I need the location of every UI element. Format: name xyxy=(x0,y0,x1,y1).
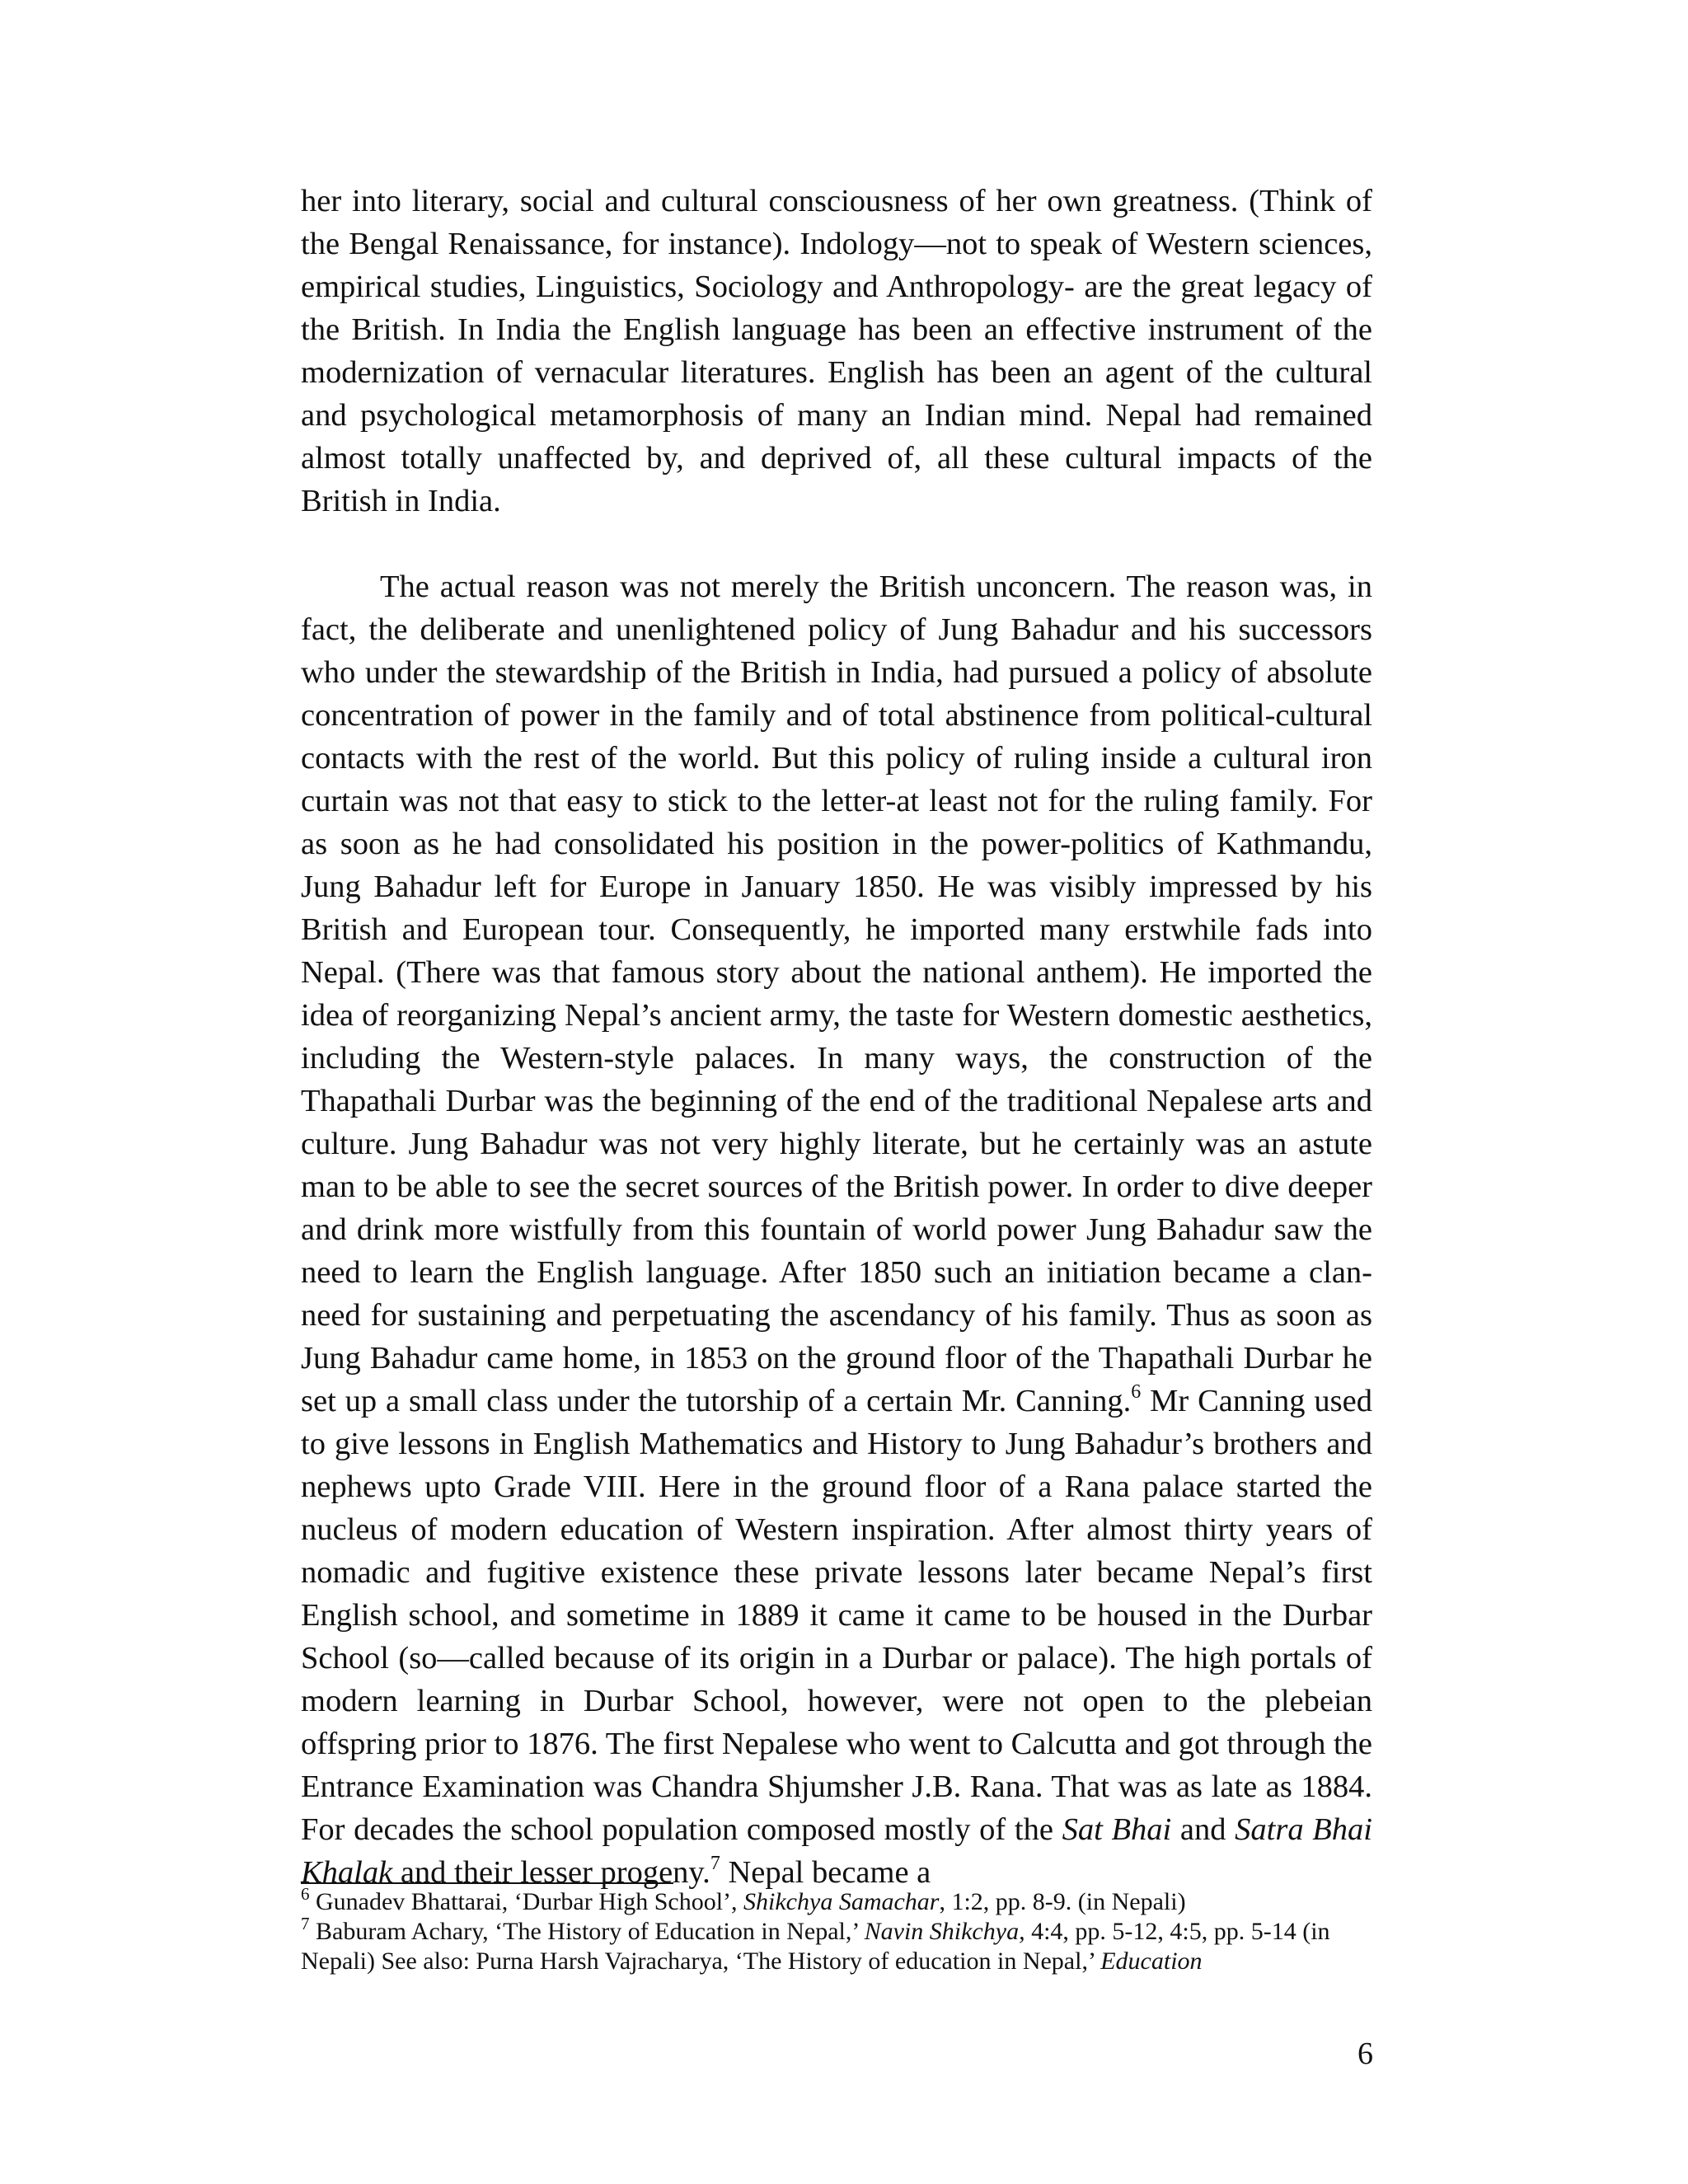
footnote-7-italic-2: Education xyxy=(1100,1947,1203,1975)
italic-satra-bhai-khalak: Satra Bhai Khalak xyxy=(301,1812,1372,1890)
footnote-6 xyxy=(301,1884,1372,1917)
footnote-7-marker: 7 xyxy=(301,1914,310,1933)
footnote-6-italic: Shikchya Samachar xyxy=(743,1888,940,1915)
footnote-ref-6[interactable]: 6 xyxy=(1131,1381,1142,1403)
footnote-7-text-b: 4:4, pp. 5-12, 4:5, pp. 5-14 (in Nepali) See also: Purna Harsh Vajracharya, ‘The History of education in Nepal,’ xyxy=(301,1918,1330,1975)
paragraph-2-text-a: The actual reason was not merely the British unconcern. The reason was, in fact, the deliberate and unenlightened policy of Jung Bahadur and his successors who under the stewardship of the British in India, had pursued a policy of absolute concentration of power in the family and of total abstinence from political-cultural contacts with the rest of the world. But this policy of ruling inside a cultural iron curtain was not that easy to stick to the letter-at least not for the ruling family. For as soon as he had consolidated his position in the power-politics of Kathmandu, Jung Bahadur left for Europe in January 1850. He was visibly impressed by his British and European tour. Consequently, he imported many erstwhile fads into Nepal. (There was that famous story about the national anthem). He imported the idea of reorganizing Nepal’s ancient army, the taste for Western domestic aesthetics, including the Western-style palaces. In many ways, the construction of the Thapathali Durbar was the beginning of the end of the traditional Nepalese arts and culture. Jung Bahadur was not very highly literate, but he certainly was an astute man to be able to see the secret sources of the British power. In order to dive deeper and drink more wistfully from this fountain of world power Jung Bahadur saw the need to learn the English language. After 1850 such an initiation became a clan-need for sustaining and perpetuating the ascendancy of his family. Thus as soon as Jung Bahadur came home, in 1853 on the ground floor of the Thapathali Durbar he set up a small class under the tutorship of a certain Mr. Canning. xyxy=(301,569,1372,1418)
footnote-7 xyxy=(301,1914,1372,1976)
footnote-separator xyxy=(301,1882,673,1884)
italic-sat-bhai: Sat Bhai xyxy=(1062,1812,1172,1847)
page-number: 6 xyxy=(1357,2036,1373,2071)
footnote-7-text-a: Baburam Achary, ‘The History of Education in Nepal,’ xyxy=(309,1918,865,1945)
body-text xyxy=(301,180,1372,1894)
footnote-6-text-a: Gunadev Bhattarai, ‘Durbar High School’, xyxy=(309,1888,744,1915)
paragraph-2-text-b: Mr Canning used to give lessons in English Mathematics and History to Jung Bahadur’s brothers and nephews upto Grade VIII. Here in the ground floor of a Rana palace started the nucleus of modern education of Western inspiration. After almost thirty years of nomadic and fugitive existence these private lessons later became Nepal’s first English school, and sometime in 1889 it came it came to be housed in the Durbar School (so—called because of its origin in a Durbar or palace). The high portals of modern learning in Durbar School, however, were not open to the plebeian offspring prior to 1876. The first Nepalese who went to Calcutta and got through the Entrance Examination was Chandra Shjumsher J.B. Rana. That was as late as 1884. For decades the school population composed mostly of the xyxy=(301,1384,1372,1847)
footnote-6-marker: 6 xyxy=(301,1884,310,1904)
paragraph-2-text-c: and xyxy=(1171,1812,1236,1847)
footnote-6-text-b: , 1:2, pp. 8-9. (in Nepali) xyxy=(939,1888,1186,1915)
paragraph-1: her into literary, social and cultural consciousness of her own greatness. (Think of the Bengal Renaissance, for instance). Indology—not to speak of Western sciences, empirical studies, Linguistics, Sociology and Anthropology- are the great legacy of the British. In India the English language has been an effective instrument of the modernization of vernacular literatures. English has been an agent of the cultural and psychological metamorphosis of many an Indian mind. Nepal had remained almost totally unaffected by, and deprived of, all these cultural impacts of the British in India. xyxy=(301,184,1372,518)
paragraph-2-text-e: Nepal became a xyxy=(720,1855,931,1890)
footnote-7-italic: Navin Shikchya, xyxy=(864,1918,1025,1945)
paragraph-2 xyxy=(301,565,1372,1894)
footnote-ref-7[interactable]: 7 xyxy=(710,1853,720,1874)
paragraph-2-text-d: and their lesser progeny. xyxy=(392,1855,710,1890)
footnotes xyxy=(301,1884,1372,1976)
